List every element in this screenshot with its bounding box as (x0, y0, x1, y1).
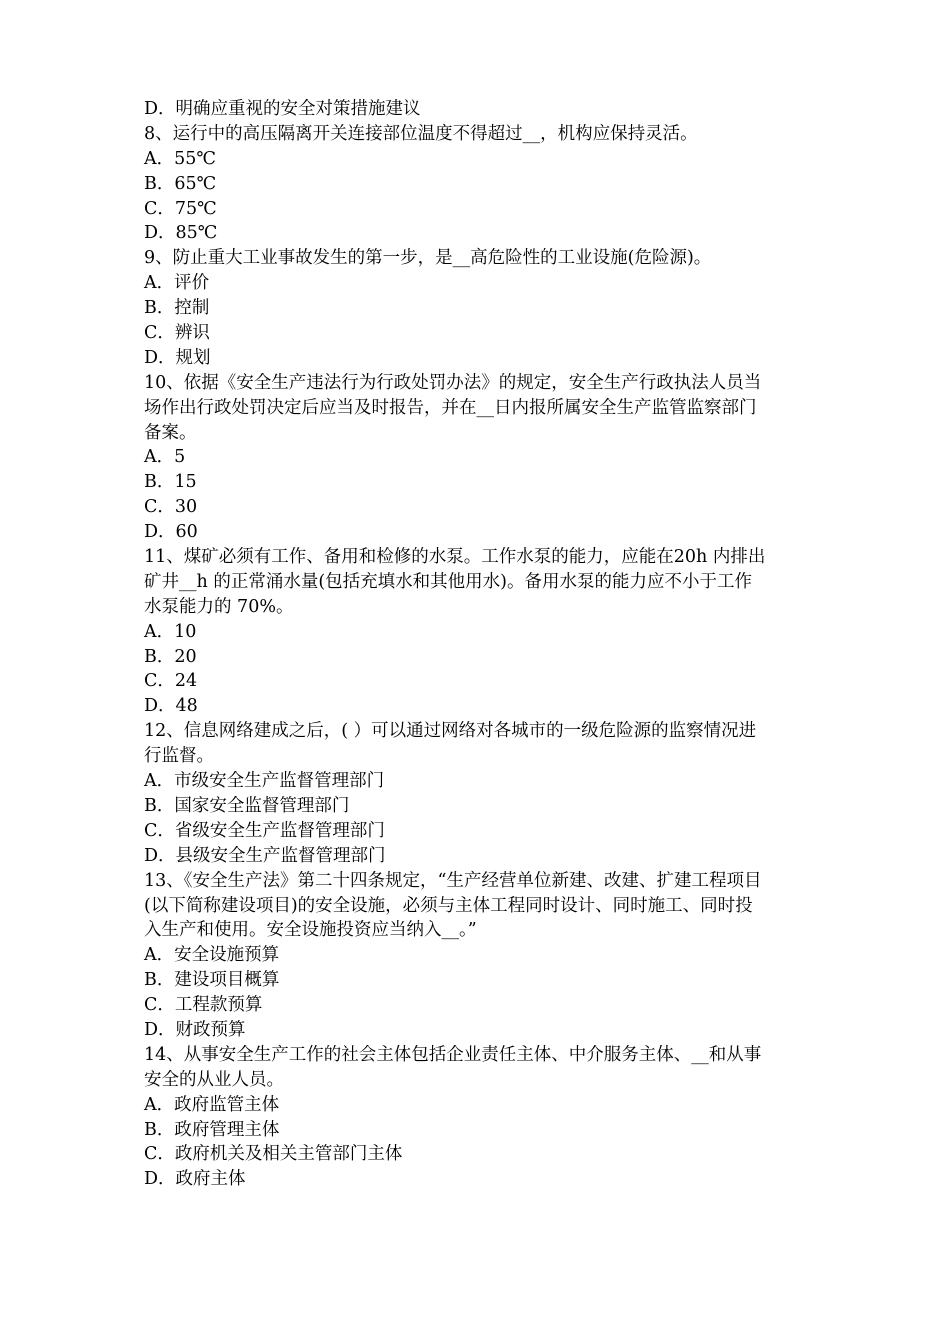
option-b-q8: B．65℃ (144, 173, 217, 194)
option-c-q8: C．75℃ (144, 198, 217, 219)
option-b-q11: B．20 (144, 646, 197, 667)
option-c-q12: C．省级安全生产监督管理部门 (144, 820, 385, 841)
option-a-q10: A．5 (144, 447, 186, 468)
question-10-line-2: 场作出行政处罚决定后应当及时报告，并在__日内报所属安全生产监管监察部门 (144, 397, 757, 418)
option-a-q13: A．安全设施预算 (144, 945, 280, 966)
option-d-q8: D．85℃ (144, 223, 218, 244)
option-a-q8: A．55℃ (144, 148, 216, 169)
question-9: 9、防止重大工业事故发生的第一步，是__高危险性的工业设施(危险源)。 (144, 248, 712, 269)
option-a-q14: A．政府监管主体 (144, 1094, 280, 1115)
option-c-q13: C．工程款预算 (144, 995, 263, 1016)
option-b-q9: B．控制 (144, 298, 210, 319)
option-d-q12: D．县级安全生产监督管理部门 (144, 845, 386, 866)
option-d-q14: D．政府主体 (144, 1169, 246, 1190)
question-11-line-1: 11、煤矿必须有工作、备用和检修的水泵。工作水泵的能力，应能在20h 内排出 (144, 547, 766, 568)
question-8: 8、运行中的高压隔离开关连接部位温度不得超过__，机构应保持灵活。 (144, 123, 698, 144)
option-d-q13: D．财政预算 (144, 1019, 246, 1040)
question-14-line-1: 14、从事安全生产工作的社会主体包括企业责任主体、中介服务主体、__和从事 (144, 1044, 762, 1065)
question-13-line-1: 13、《安全生产法》第二十四条规定，“生产经营单位新建、改建、扩建工程项目 (144, 870, 762, 891)
option-d-q10: D．60 (144, 522, 198, 543)
option-b-q12: B．国家安全监督管理部门 (144, 795, 350, 816)
option-a-q12: A．市级安全生产监督管理部门 (144, 771, 385, 792)
option-c-q10: C．30 (144, 497, 198, 518)
question-12-line-1: 12、信息网络建成之后，( ）可以通过网络对各城市的一级危险源的监察情况进 (144, 721, 757, 742)
option-b-q13: B．建设项目概算 (144, 970, 280, 991)
question-11-line-2: 矿井__h 的正常涌水量(包括充填水和其他用水)。备用水泵的能力应不小于工作 (144, 571, 752, 592)
question-10-line-3: 备案。 (144, 422, 197, 443)
document-page (144, 97, 812, 1192)
option-c-q14: C．政府机关及相关主管部门主体 (144, 1144, 403, 1165)
option-d-q9: D．规划 (144, 347, 211, 368)
option-b-q14: B．政府管理主体 (144, 1119, 280, 1140)
option-a-q9: A．评价 (144, 273, 210, 294)
option-d-q11: D．48 (144, 696, 198, 717)
question-13-line-3: 入生产和使用。安全设施投资应当纳入__。” (144, 920, 477, 941)
question-14-line-2: 安全的从业人员。 (144, 1069, 284, 1090)
option-a-q11: A．10 (144, 621, 197, 642)
option-d-q7: D．明确应重视的安全对策措施建议 (144, 99, 421, 119)
question-10-line-1: 10、依据《安全生产违法行为行政处罚办法》的规定，安全生产行政执法人员当 (144, 372, 762, 393)
option-c-q9: C．辨识 (144, 323, 210, 344)
question-11-line-3: 水泵能力的 70%。 (144, 596, 294, 617)
option-c-q11: C．24 (144, 671, 198, 692)
option-b-q10: B．15 (144, 472, 197, 493)
question-12-line-2: 行监督。 (144, 746, 214, 767)
question-13-line-2: (以下简称建设项目)的安全设施，必须与主体工程同时设计、同时施工、同时投 (144, 895, 753, 916)
